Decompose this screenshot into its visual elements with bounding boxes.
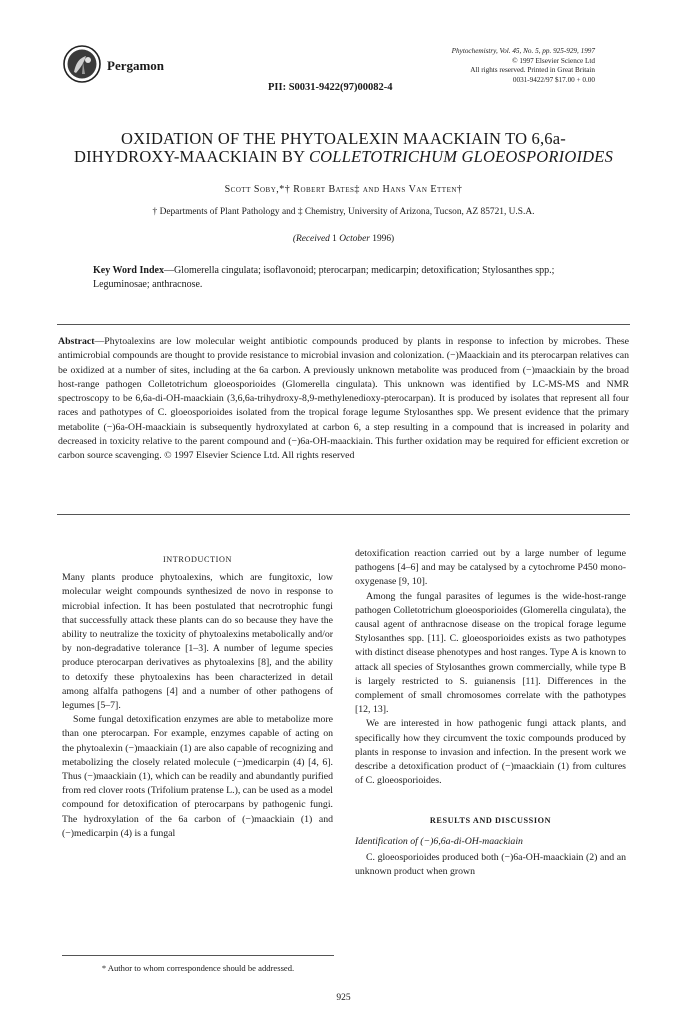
journal-citation-block: [452, 47, 595, 85]
keywords-label: Key Word Index: [93, 265, 164, 276]
affiliation: † Departments of Plant Pathology and ‡ Chemistry, University of Arizona, Tucson, AZ 85721, U.S.A.: [152, 207, 535, 217]
title-line-2-roman: DIHYDROXY-MAACKIAIN BY: [73, 147, 309, 166]
pii-identifier: PII: S0031-9422(97)00082-4: [268, 82, 393, 93]
left-column: [62, 553, 333, 841]
footnote-rule: [62, 955, 334, 956]
received-month: October: [336, 234, 373, 244]
title-line-1: OXIDATION OF THE PHYTOALEXIN MAACKIAIN TO 6,6a-: [121, 129, 566, 148]
right-paragraph-3: We are interested in how pathogenic fungi attack plants, and specifically how they circumvent the toxic compounds produced by plants in response to invasion and infection. In the present work we describe a detoxification product of (−)maackiain (1) from cultures of C. gloeosporioides.: [355, 718, 626, 787]
keywords-text: —Glomerella cingulata; isoflavonoid; pterocarpan; medicarpin; detoxification; Stylosanthes spp.; Leguminosae; anthracnose.: [93, 265, 555, 290]
subsection-heading: Identification of (−)6,6a-di-OH-maackiain: [355, 835, 523, 847]
received-day: 1: [332, 234, 337, 244]
article-title: [40, 130, 647, 166]
copyright-line: © 1997 Elsevier Science Ltd: [512, 56, 595, 65]
journal-citation: Phytochemistry, Vol. 45, No. 5, pp. 925-929, 1997: [451, 47, 595, 55]
publisher-name: Pergamon: [107, 58, 165, 73]
footnote: * Author to whom correspondence should be addressed.: [101, 963, 295, 973]
price-line: 0031-9422/97 $17.00 + 0.00: [512, 75, 595, 84]
right-column: [355, 547, 626, 879]
section-heading-results: RESULTS AND DISCUSSION: [429, 816, 552, 826]
intro-paragraph-2: Some fungal detoxification enzymes are able to metabolize more than one pterocarpan. For example, enzymes capable of acting on the phytoalexin (−)maackiain (1) are also capable of recognizing and metabolizing the closely related molecule (−)medicarpin (4) [4, 6]. Thus (−)maackiain (1), which can be readily and abundantly purified from red clover roots (Trifolium pratense L.), can be used as a model compound for detoxification of pterocarpans by pathogenic fungi. The hydroxylation of the 6a carbon of (−)maackiain (1) and (−)medicarpin (4) is a fungal: [62, 714, 333, 839]
abstract-label: Abstract: [58, 336, 95, 347]
received-prefix: (Received: [292, 234, 333, 244]
title-line-2-italic: COLLETOTRICHUM GLOEOSPORIOIDES: [308, 147, 614, 166]
intro-paragraph-1: Many plants produce phytoalexins, which are fungitoxic, low molecular weight compounds synthesized de novo in response to microbial infection. It has been postulated that necrotrophic fungi that successfully attack these plants can do so because they have the ability to neutralize the toxicity of phytoalexins metabolically and/or by non-degradative tolerance [1–3]. A number of legume species produce pterocarpan derivatives as phytoalexins [8], and the ability to detoxify these phytoalexins has been characterized in detail among alfalfa pathogens [4] and a number of other pathogens of legumes [5–7].: [62, 572, 333, 712]
results-paragraph-1: C. gloeosporioides produced both (−)6a-OH-maackiain (2) and an unknown product when grown: [355, 851, 626, 878]
title-line-2: [40, 148, 647, 166]
abstract-top-rule: [57, 324, 630, 325]
received-date: [0, 234, 687, 244]
elsevier-logo-icon: [62, 44, 102, 84]
received-year: 1996): [372, 234, 395, 244]
abstract-text: —Phytoalexins are low molecular weight antibiotic compounds produced by plants in response to infection by microbes. These antimicrobial compounds are thought to provide resistance to microbial invasion and colonization. (−)Maackiain and its pterocarpan relatives can be oxidized at a number of sites, including at the 6a carbon. A previously unknown metabolite was produced from (−)maackiain by the broad host-range pathogen Colletotrichum gloeosporioides (Glomerella cingulata). This unknown was identified by LC-MS-MS and NMR spectroscopy to be 6,6a-di-OH-maackiain (3,6,6a-trihydroxy-8,9-methylenedioxy-pterocarpan). It is produced by isolates that represent all four races and pathotypes of C. gloeosporioides isolated from the tropical forage legume Stylosanthes spp. We present evidence that the primary metabolite (−)6a-OH-maackiain is subsequently hydroxylated at carbon 6, a step resulting in a compound that is increased in polarity and decreased in toxicity relative to the parent compound and (−)6a-OH-maackiain. This further oxidation may be required for efficient excretion or carbon source scavenging. © 1997 Elsevier Science Ltd. All rights reserved: [58, 336, 629, 462]
abstract-bottom-rule: [57, 514, 630, 515]
author-list: Scott Soby,*† Robert Bates‡ and Hans Van Etten†: [224, 184, 463, 195]
keyword-index: [93, 264, 603, 292]
abstract: [58, 335, 629, 464]
page-number: 925: [336, 993, 351, 1003]
section-heading-introduction: INTRODUCTION: [162, 555, 233, 564]
right-paragraph-2: Among the fungal parasites of legumes is the wide-host-range pathogen Colletotrichum gloeosporioides (Glomerella cingulata), the causal agent of anthracnose disease on the tropical forage legume Stylosanthes spp. [11]. C. gloeosporioides exists as two pathotypes with distinct disease phenotypes and host ranges. Type A is known to attack all species of Stylosanthes grown commercially, while type B is largely restricted to S. guianensis [11]. Differences in the complement of small chromosomes correlate with the pathotypes [12, 13].: [355, 590, 626, 716]
rights-line: All rights reserved. Printed in Great Britain: [470, 66, 595, 75]
right-paragraph-1: detoxification reaction carried out by a large number of legume pathogens [4–6] and may be catalysed by a cytochrome P450 mono-oxygenase [9, 10].: [355, 548, 626, 588]
